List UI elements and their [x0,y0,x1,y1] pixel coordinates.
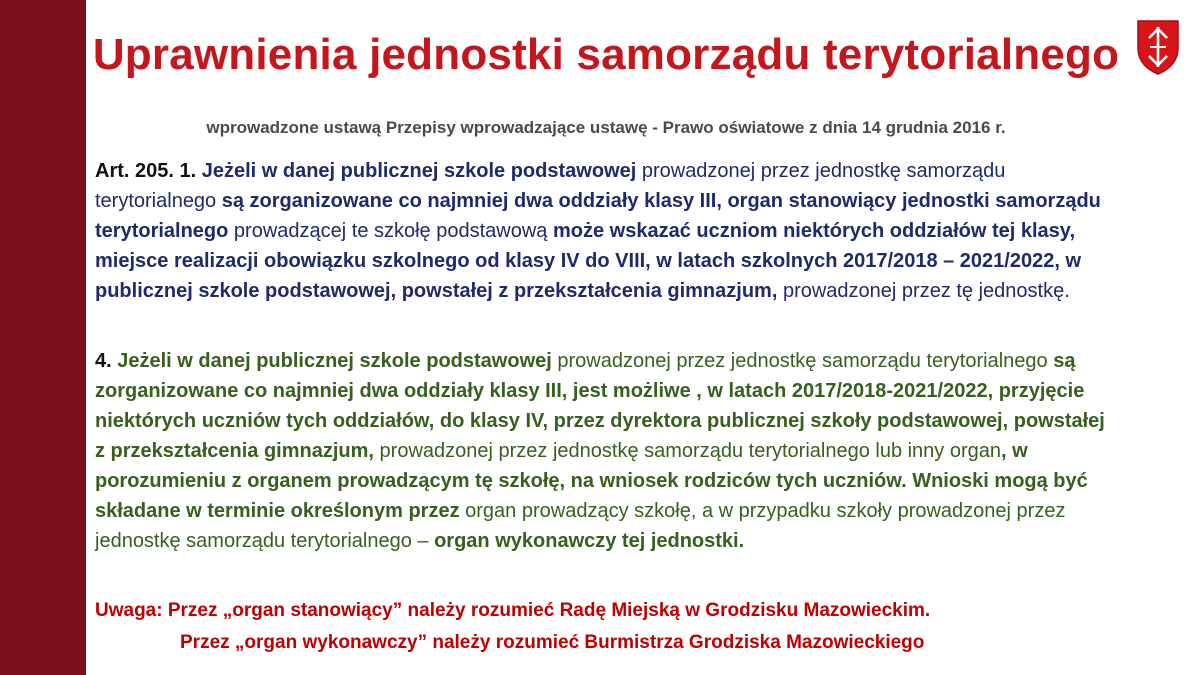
note-line-1: Uwaga: Przez „organ stanowiący” należy rozumieć Radę Miejską w Grodzisku Mazowieckim. [95,600,931,621]
para1-segment-5: może wskazać uczniom niektórych oddziałów tej klasy, miejsce realizacji obowiązku szkolnego od klasy IV do VIII, w latach szkolnych 2017/2018 – 2021/2022, w publicznej szkole podstawowej, powstałej z przekształcenia gimnazjum, [95,220,1082,302]
para2-segment-7: organ wykonawczy tej jednostki. [434,530,745,552]
article-4-paragraph [95,346,1105,556]
para2-segment-2: prowadzonej przez jednostkę samorządu terytorialnego [551,350,1054,372]
note-line-2: Przez „organ wykonawczy” należy rozumieć Burmistrza Grodziska Mazowieckiego [180,632,925,653]
para2-segment-3: są zorganizowane co najmniej dwa oddziały klasy III, jest możliwe , w latach 2017/2018-2021/2022, przyjęcie niektórych uczniów tych oddziałów, do klasy IV, przez dyrektora publicznej szkoły podstawowej, powstałej z przekształcenia gimnazjum, [95,350,1105,462]
coat-of-arms-icon [1135,18,1181,76]
para2-segment-4: prowadzonej przez jednostkę samorządu terytorialnego lub inny organ [373,440,1002,462]
para2-segment-6: organ prowadzący szkołę, a w przypadku szkoły prowadzonej przez jednostkę samorządu terytorialnego – [95,500,1066,552]
article-label: Art. 205. 1. [95,160,202,182]
para1-segment-1: Jeżeli w danej publicznej szkole podstawowej [201,160,637,182]
para2-segment-5: , w porozumieniu z organem prowadzącym tę szkołę, na wniosek rodziców tych uczniów. Wnioski mogą być składane w terminie określonym przez [95,440,1088,522]
para1-segment-4: prowadzącej te szkołę podstawową [228,220,553,242]
para1-segment-6: prowadzonej przez tę jednostkę. [777,280,1070,302]
article-205-paragraph [95,156,1105,306]
slide-title: Uprawnienia jednostki samorządu terytorialnego [92,30,1120,79]
subtitle: wprowadzone ustawą Przepisy wprowadzające ustawę - Prawo oświatowe z dnia 14 grudnia 2016 r. [206,118,1006,137]
left-sidebar-bar [0,0,86,675]
para1-segment-3: są zorganizowane co najmniej dwa oddziały klasy III, organ stanowiący jednostki samorządu terytorialnego [95,190,1101,242]
paragraph-number-label: 4. [95,350,118,372]
para1-segment-2: prowadzonej przez jednostkę samorządu terytorialnego [95,160,1006,212]
para2-segment-1: Jeżeli w danej publicznej szkole podstawowej [117,350,552,372]
